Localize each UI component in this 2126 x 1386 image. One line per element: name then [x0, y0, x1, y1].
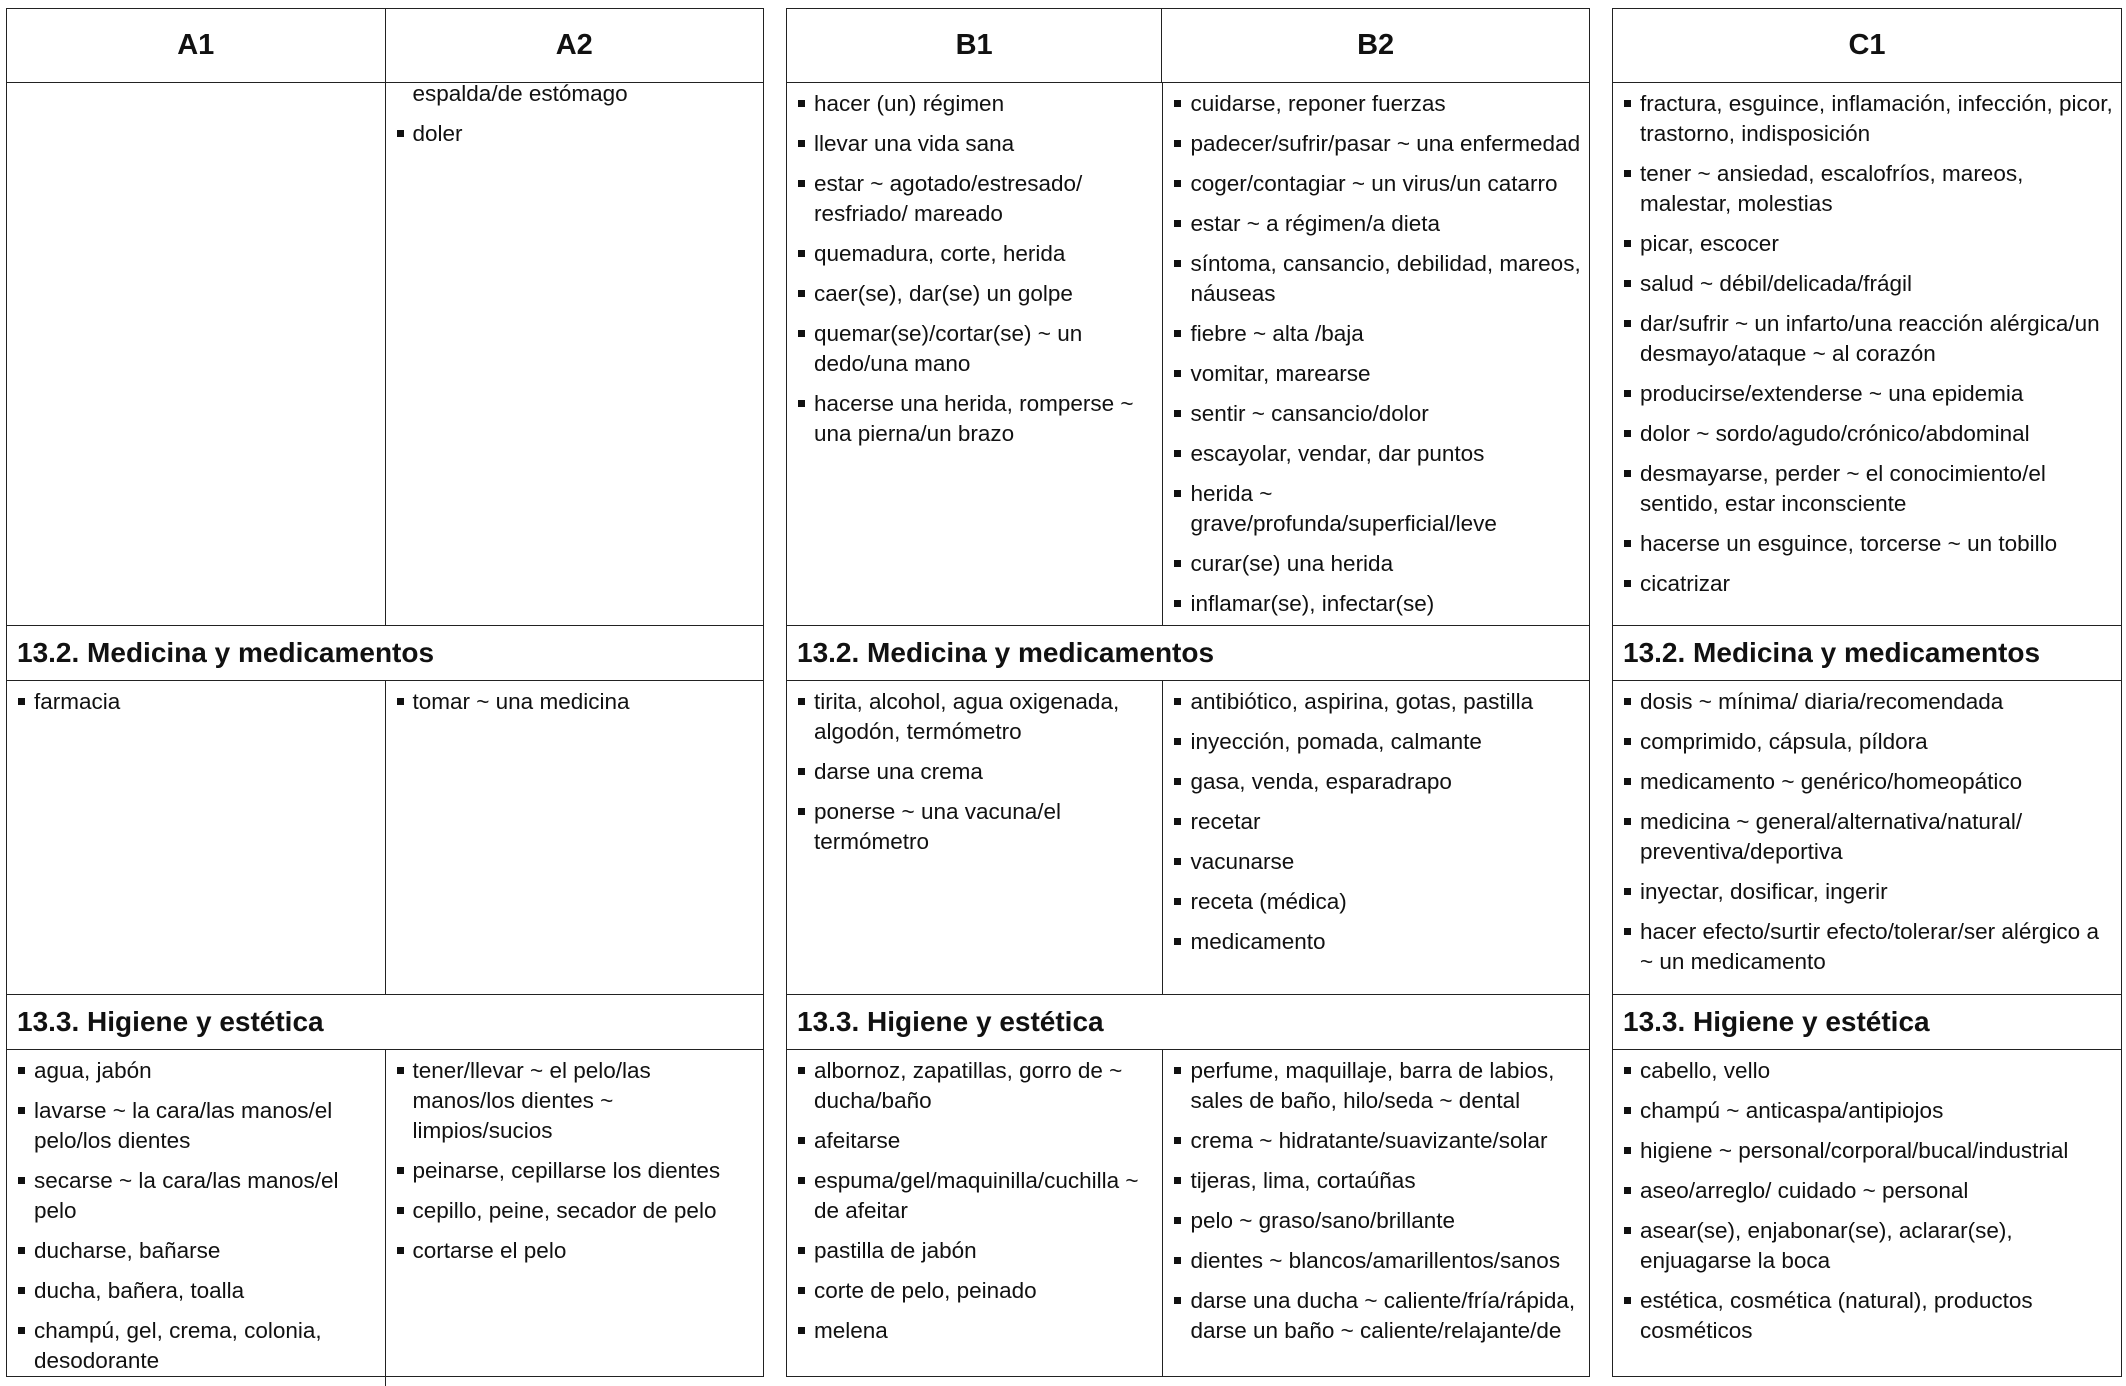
- list-item: salud ~ débil/delicada/frágil: [1623, 269, 2113, 299]
- list-item: ducha, bañera, toalla: [17, 1276, 377, 1306]
- header-row-a: [7, 9, 763, 83]
- list-item: medicina ~ general/alternativa/natural/ preventiva/deportiva: [1623, 807, 2113, 867]
- list-item: fractura, esguince, inflamación, infección, picor, trastorno, indisposición: [1623, 89, 2113, 149]
- list-item: hacer (un) régimen: [797, 89, 1154, 119]
- panel-c: [1612, 8, 2122, 1377]
- list-item: darse una crema: [797, 757, 1154, 787]
- list-item: inyectar, dosificar, ingerir: [1623, 877, 2113, 907]
- medicina-a2: [385, 681, 764, 994]
- list-item: lavarse ~ la cara/las manos/el pelo/los dientes: [17, 1096, 377, 1156]
- list-item: pelo ~ graso/sano/brillante: [1173, 1206, 1581, 1236]
- list-item: melena: [797, 1316, 1154, 1346]
- list-item: estética, cosmética (natural), productos cosméticos: [1623, 1286, 2113, 1346]
- list-item: dar/sufrir ~ un infarto/una reacción alérgica/un desmayo/ataque ~ al corazón: [1623, 309, 2113, 369]
- medicina-b2: [1162, 681, 1589, 994]
- list-item: corte de pelo, peinado: [797, 1276, 1154, 1306]
- section-title-higiene-b: 13.3. Higiene y estética: [787, 994, 1589, 1050]
- list-item: champú, gel, crema, colonia, desodorante: [17, 1316, 377, 1376]
- list-item: ponerse ~ una vacuna/el termómetro: [797, 797, 1154, 857]
- list-item: síntoma, cansancio, debilidad, mareos, náuseas: [1173, 249, 1581, 309]
- section-title-higiene-c: 13.3. Higiene y estética: [1613, 994, 2121, 1050]
- higiene-b2: [1162, 1050, 1589, 1376]
- list-item: asear(se), enjabonar(se), aclarar(se), enjuagarse la boca: [1623, 1216, 2113, 1276]
- salud-a1: [7, 83, 385, 625]
- list-item: champú ~ anticaspa/antipiojos: [1623, 1096, 2113, 1126]
- list-item: hacer efecto/surtir efecto/tolerar/ser alérgico a ~ un medicamento: [1623, 917, 2113, 977]
- list-item: vomitar, marearse: [1173, 359, 1581, 389]
- panel-b: [786, 8, 1590, 1377]
- list-item: cortarse el pelo: [396, 1236, 756, 1266]
- list-item: tener/llevar ~ el pelo/las manos/los dientes ~ limpios/sucios: [396, 1056, 756, 1146]
- list-item: estar ~ a régimen/a dieta: [1173, 209, 1581, 239]
- list-item: espuma/gel/maquinilla/cuchilla ~ de afeitar: [797, 1166, 1154, 1226]
- list-item: estar ~ agotado/estresado/ resfriado/ mareado: [797, 169, 1154, 229]
- list-item: sentir ~ cansancio/dolor: [1173, 399, 1581, 429]
- list-item: dosis ~ mínima/ diaria/recomendada: [1623, 687, 2113, 717]
- salud-b1: [787, 83, 1162, 625]
- header-b1: B1: [955, 29, 993, 61]
- list-item: antibiótico, aspirina, gotas, pastilla: [1173, 687, 1581, 717]
- salud-a2: [385, 83, 764, 625]
- list-item: darse una ducha ~ caliente/fría/rápida, darse un baño ~ caliente/relajante/de: [1173, 1286, 1581, 1346]
- higiene-a1: [7, 1050, 385, 1386]
- section-title-medicina-b: 13.2. Medicina y medicamentos: [787, 625, 1589, 681]
- list-item: escayolar, vendar, dar puntos: [1173, 439, 1581, 469]
- list-item: tirita, alcohol, agua oxigenada, algodón, termómetro: [797, 687, 1154, 747]
- header-row-b: [787, 9, 1589, 83]
- list-item: crema ~ hidratante/suavizante/solar: [1173, 1126, 1581, 1156]
- header-b2: B2: [1161, 9, 1589, 82]
- section-title-medicina-a: 13.2. Medicina y medicamentos: [7, 625, 763, 681]
- list-item: tijeras, lima, cortaúñas: [1173, 1166, 1581, 1196]
- list-item: tener ~ ansiedad, escalofríos, mareos, malestar, molestias: [1623, 159, 2113, 219]
- list-item: vacunarse: [1173, 847, 1581, 877]
- list-item: doler: [396, 119, 756, 149]
- medicina-c1: [1613, 681, 2121, 994]
- list-item: padecer/sufrir/pasar ~ una enfermedad: [1173, 129, 1581, 159]
- salud-b2: [1162, 83, 1589, 625]
- list-item: espalda/de estómago: [412, 83, 628, 106]
- list-item: ducharse, bañarse: [17, 1236, 377, 1266]
- list-item: medicamento ~ genérico/homeopático: [1623, 767, 2113, 797]
- list-item: herida ~ grave/profunda/superficial/leve: [1173, 479, 1581, 539]
- list-item: afeitarse: [797, 1126, 1154, 1156]
- list-item: agua, jabón: [17, 1056, 377, 1086]
- list-item: farmacia: [17, 687, 377, 717]
- list-item: dientes ~ blancos/amarillentos/sanos: [1173, 1246, 1581, 1276]
- list-item: medicamento: [1173, 927, 1581, 957]
- salud-c1: [1613, 83, 2121, 625]
- list-item: cicatrizar: [1623, 569, 2113, 599]
- list-item: hacerse una herida, romperse ~ una pierna/un brazo: [797, 389, 1154, 449]
- list-item: secarse ~ la cara/las manos/el pelo: [17, 1166, 377, 1226]
- list-item: peinarse, cepillarse los dientes: [396, 1156, 756, 1186]
- list-item: coger/contagiar ~ un virus/un catarro: [1173, 169, 1581, 199]
- list-item: producirse/extenderse ~ una epidemia: [1623, 379, 2113, 409]
- list-item: perfume, maquillaje, barra de labios, sales de baño, hilo/seda ~ dental: [1173, 1056, 1581, 1116]
- medicina-b1: [787, 681, 1162, 994]
- list-item: inflamar(se), infectar(se): [1173, 589, 1581, 619]
- header-c1: C1: [1848, 29, 1886, 61]
- panel-a: [6, 8, 764, 1377]
- medicina-a1: [7, 681, 385, 994]
- list-item: llevar una vida sana: [797, 129, 1154, 159]
- list-item: gasa, venda, esparadrapo: [1173, 767, 1581, 797]
- higiene-b1: [787, 1050, 1162, 1376]
- list-item: aseo/arreglo/ cuidado ~ personal: [1623, 1176, 2113, 1206]
- list-item: curar(se) una herida: [1173, 549, 1581, 579]
- section-title-higiene-a: 13.3. Higiene y estética: [7, 994, 763, 1050]
- list-item: quemar(se)/cortar(se) ~ un dedo/una mano: [797, 319, 1154, 379]
- list-item: pastilla de jabón: [797, 1236, 1154, 1266]
- higiene-a2: [385, 1050, 764, 1386]
- header-row-c: [1613, 9, 2121, 83]
- list-item: inyección, pomada, calmante: [1173, 727, 1581, 757]
- list-item: desmayarse, perder ~ el conocimiento/el sentido, estar inconsciente: [1623, 459, 2113, 519]
- list-item: comprimido, cápsula, píldora: [1623, 727, 2113, 757]
- header-a2: A2: [385, 9, 764, 82]
- list-item: cuidarse, reponer fuerzas: [1173, 89, 1581, 119]
- higiene-c1: [1613, 1050, 2121, 1376]
- list-item: quemadura, corte, herida: [797, 239, 1154, 269]
- list-item: recetar: [1173, 807, 1581, 837]
- list-item: tomar ~ una medicina: [396, 687, 756, 717]
- list-item: picar, escocer: [1623, 229, 2113, 259]
- list-item: caer(se), dar(se) un golpe: [797, 279, 1154, 309]
- list-item: hacerse un esguince, torcerse ~ un tobillo: [1623, 529, 2113, 559]
- list-item: dolor ~ sordo/agudo/crónico/abdominal: [1623, 419, 2113, 449]
- header-a1: A1: [177, 29, 215, 61]
- list-item: higiene ~ personal/corporal/bucal/industrial: [1623, 1136, 2113, 1166]
- list-item: albornoz, zapatillas, gorro de ~ ducha/baño: [797, 1056, 1154, 1116]
- list-item: cepillo, peine, secador de pelo: [396, 1196, 756, 1226]
- list-item: fiebre ~ alta /baja: [1173, 319, 1581, 349]
- section-title-medicina-c: 13.2. Medicina y medicamentos: [1613, 625, 2121, 681]
- list-item: cabello, vello: [1623, 1056, 2113, 1086]
- list-item: receta (médica): [1173, 887, 1581, 917]
